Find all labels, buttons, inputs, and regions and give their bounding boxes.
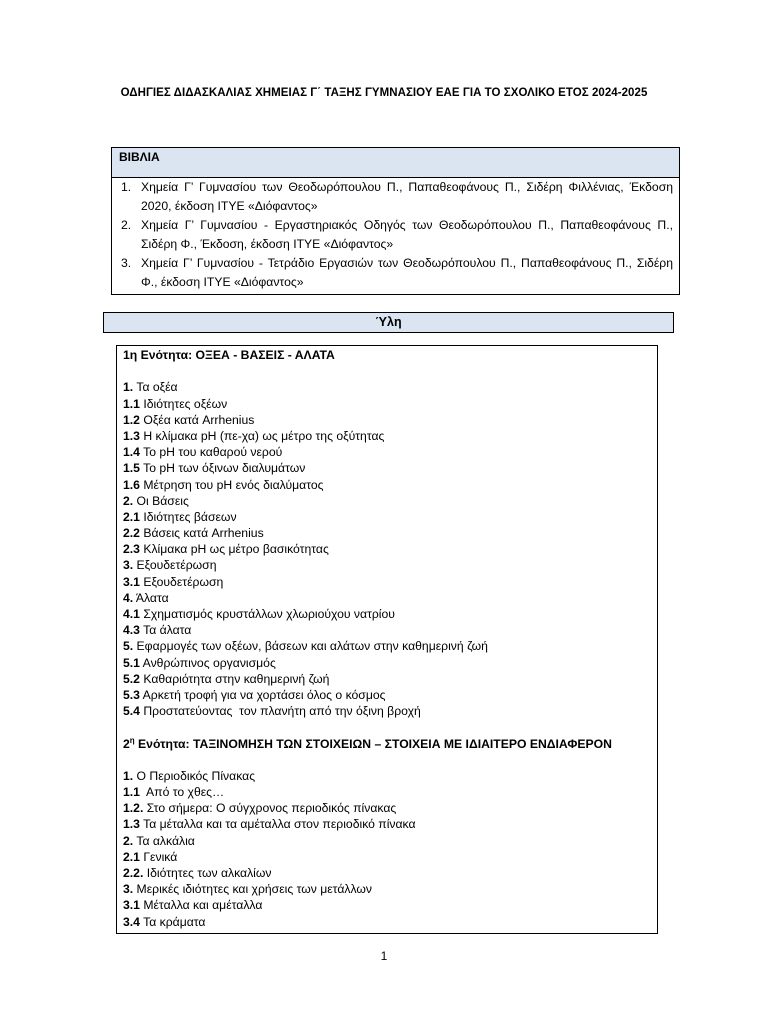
document-title: ΟΔΗΓΙΕΣ ΔΙΔΑΣΚΑΛΙΑΣ ΧΗΜΕΙΑΣ Γ΄ ΤΑΞΗΣ ΓΥΜΝΑΣΙΟΥ ΕΑΕ ΓΙΑ ΤΟ ΣΧΟΛΙΚΟ ΕΤΟΣ 2024-2025: [120, 87, 648, 99]
syllabus-item-number: 3.1: [123, 898, 140, 913]
syllabus-item: [123, 428, 651, 444]
syllabus-item: [123, 606, 651, 622]
spacer: [123, 752, 651, 768]
syllabus-item-number: 1.3: [123, 817, 140, 832]
syllabus-item: [123, 493, 651, 509]
unit-heading: [123, 736, 651, 752]
syllabus-item-number: 5.3: [123, 687, 140, 702]
syllabus-item-text: Προστατεύοντας τον πλανήτη από την όξινη βροχή: [139, 704, 421, 719]
spacer: [123, 363, 651, 379]
syllabus-item-text: Μερικές ιδιότητες και χρήσεις των μετάλλων: [133, 882, 372, 897]
syllabus-item: [123, 557, 651, 573]
syllabus-item-text: Μέταλλα και αμέταλλα: [139, 898, 263, 913]
syllabus-item-text: Σχηματισμός κρυστάλλων χλωριούχου νατρίου: [139, 607, 395, 621]
syllabus-item-number: 5.2: [123, 671, 140, 686]
syllabus-item: [123, 687, 651, 703]
book-item: [118, 216, 673, 254]
syllabus-item-text: Η κλίμακα pH (πε-χα) ως μέτρο της οξύτητας: [139, 428, 385, 443]
syllabus-item: [123, 379, 651, 395]
books-table: [111, 147, 680, 295]
book-item: [118, 254, 673, 292]
syllabus-item-number: 5.1: [123, 655, 140, 670]
syllabus-item: [123, 525, 651, 541]
syllabus-item-number: 2.: [123, 833, 134, 848]
syllabus-item: [123, 914, 651, 930]
book-item-number: 2.: [121, 218, 132, 232]
unit-heading-number: 1η: [123, 348, 138, 362]
syllabus-item: [123, 460, 651, 476]
syllabus-item-text: Το pH του καθαρού νερού: [139, 445, 283, 460]
syllabus-item-number: 2.3: [123, 542, 140, 557]
syllabus-item-text: Γενικά: [139, 849, 178, 864]
syllabus-item-number: 1.1: [123, 396, 140, 411]
syllabus-item-number: 1.1: [123, 785, 140, 800]
syllabus-item-number: 1.4: [123, 445, 140, 460]
syllabus-item: [123, 477, 651, 493]
syllabus-item: [123, 574, 651, 590]
syllabus-item-number: 5.4: [123, 704, 140, 719]
unit-heading: [123, 347, 651, 363]
syllabus-item-text: Τα οξέα: [133, 380, 178, 395]
syllabus-item: [123, 768, 651, 784]
syllabus-item-text: Άλατα: [133, 590, 169, 605]
syllabus-item: [123, 622, 651, 638]
spacer: [123, 719, 651, 735]
book-item: [118, 178, 673, 216]
syllabus-item: [123, 638, 651, 654]
syllabus-item-text: Ιδιότητες των αλκαλίων: [143, 866, 272, 880]
syllabus-item-text: Τα κράματα: [139, 914, 206, 929]
units-container: [123, 347, 651, 930]
syllabus-item-number: 2.1: [123, 849, 140, 864]
syllabus-item: [123, 703, 651, 719]
syllabus-item-text: Βάσεις κατά Arrhenius: [139, 526, 264, 541]
syllabus-item: [123, 541, 651, 557]
syllabus-item: [123, 444, 651, 460]
syllabus-item-text: Ο Περιοδικός Πίνακας: [133, 768, 256, 783]
books-list: [112, 178, 679, 294]
unit-heading-number: 2: [123, 736, 130, 751]
book-item-number: 1.: [121, 180, 132, 194]
syllabus-item-text: Καθαριότητα στην καθημερινή ζωή: [139, 671, 330, 686]
syllabus-item-text: Ανθρώπινος οργανισμός: [139, 655, 276, 670]
book-item-number: 3.: [121, 256, 132, 270]
syllabus-item-number: 1.6: [123, 477, 140, 492]
syllabus-item: [123, 849, 651, 865]
syllabus-item-text: Εξουδετέρωση: [139, 574, 224, 589]
syllabus-item-number: 1.: [123, 768, 134, 783]
syllabus-item-text: Εξουδετέρωση: [133, 558, 217, 573]
syllabus-item-text: Αρκετή τροφή για να χορτάσει όλος ο κόσμος: [139, 687, 386, 702]
book-item-text: Χημεία Γ’ Γυμνασίου - Τετράδιο Εργασιών των Θεοδωρόπουλου Π., Παπαθεοφάνους Π., Σιδέρη Φ., έκδοση ΙΤΥΕ «Διόφαντος»: [141, 256, 673, 289]
syllabus-item-number: 4.1: [123, 607, 140, 621]
syllabus-item-number: 2.2.: [123, 866, 144, 880]
books-heading: ΒΙΒΛΙΑ: [112, 148, 679, 178]
syllabus-item-number: 1.5: [123, 461, 140, 476]
syllabus-heading: Ύλη: [103, 312, 674, 333]
syllabus-item-text: Το pH των όξινων διαλυμάτων: [139, 461, 306, 476]
syllabus-item-text: Τα άλατα: [139, 623, 192, 638]
syllabus-item: [123, 509, 651, 525]
book-item-text: Χημεία Γ’ Γυμνασίου των Θεοδωρόπουλου Π., Παπαθεοφάνους Π., Σιδέρη Φιλλένιας, Έκδοση 2020, έκδοση ΙΤΥΕ «Διόφαντος»: [141, 180, 673, 213]
syllabus-item-text: Τα μέταλλα και τα αμέταλλα στον περιοδικό πίνακα: [139, 817, 416, 832]
syllabus-item-text: Από το χθες…: [139, 785, 225, 800]
syllabus-item-text: Κλίμακα pH ως μέτρο βασικότητας: [139, 542, 329, 557]
syllabus-item-text: Τα αλκάλια: [133, 833, 195, 848]
page-number: 1: [380, 949, 388, 963]
book-item-text: Χημεία Γ’ Γυμνασίου - Εργαστηριακός Οδηγός των Θεοδωρόπουλου Π., Παπαθεοφάνους Π., Σιδέρη Φ., Έκδοση, έκδοση ΙΤΥΕ «Διόφαντος»: [141, 218, 673, 251]
syllabus-item: [123, 784, 651, 800]
syllabus-item-number: 4.3: [123, 623, 140, 638]
syllabus-item: [123, 816, 651, 832]
syllabus-item-text: Μέτρηση του pH ενός διαλύματος: [139, 477, 324, 492]
syllabus-item-number: 4.: [123, 590, 134, 605]
syllabus-item-text: Εφαρμογές των οξέων, βάσεων και αλάτων στην καθημερινή ζωή: [133, 639, 488, 654]
syllabus-item-number: 3.: [123, 882, 134, 897]
syllabus-item: [123, 800, 651, 816]
syllabus-item: [123, 590, 651, 606]
syllabus-item: [123, 671, 651, 687]
syllabus-item: [123, 865, 651, 881]
unit-heading-text: Ενότητα: ΟΞΕΑ - ΒΑΣΕΙΣ - ΑΛΑΤΑ: [137, 348, 335, 362]
syllabus-item-number: 3.4: [123, 914, 140, 929]
syllabus-item-number: 1.3: [123, 428, 140, 443]
syllabus-item: [123, 412, 651, 428]
unit-heading-text: Ενότητα: ΤΑΞΙΝΟΜΗΣΗ ΤΩΝ ΣΤΟΙΧΕΙΩΝ – ΣΤΟΙΧΕΙΑ ΜΕ ΙΔΙΑΙΤΕΡΟ ΕΝΔΙΑΦΕΡΟΝ: [134, 736, 612, 751]
unit-heading-superscript: η: [129, 735, 135, 745]
syllabus-item-text: Ιδιότητες βάσεων: [139, 509, 237, 524]
syllabus-item: [123, 396, 651, 412]
syllabus-item-number: 1.2: [123, 412, 140, 427]
syllabus-item-number: 3.1: [123, 574, 140, 589]
syllabus-item-number: 2.2: [123, 526, 140, 541]
syllabus-item-number: 3.: [123, 558, 134, 573]
syllabus-item-text: Οι Βάσεις: [133, 493, 189, 508]
syllabus-item-number: 2.: [123, 493, 134, 508]
syllabus-item: [123, 833, 651, 849]
syllabus-item-text: Στο σήμερα: Ο σύγχρονος περιοδικός πίνακας: [143, 801, 397, 816]
syllabus-item-number: 1.2.: [123, 801, 144, 816]
syllabus-item: [123, 897, 651, 913]
syllabus-item: [123, 881, 651, 897]
syllabus-item-number: 2.1: [123, 509, 140, 524]
syllabus-item-number: 1.: [123, 380, 134, 395]
syllabus-item: [123, 655, 651, 671]
syllabus-item-text: Ιδιότητες οξέων: [139, 396, 228, 411]
syllabus-item-number: 5.: [123, 639, 134, 654]
syllabus-content: [116, 345, 658, 934]
syllabus-item-text: Οξέα κατά Arrhenius: [139, 412, 255, 427]
